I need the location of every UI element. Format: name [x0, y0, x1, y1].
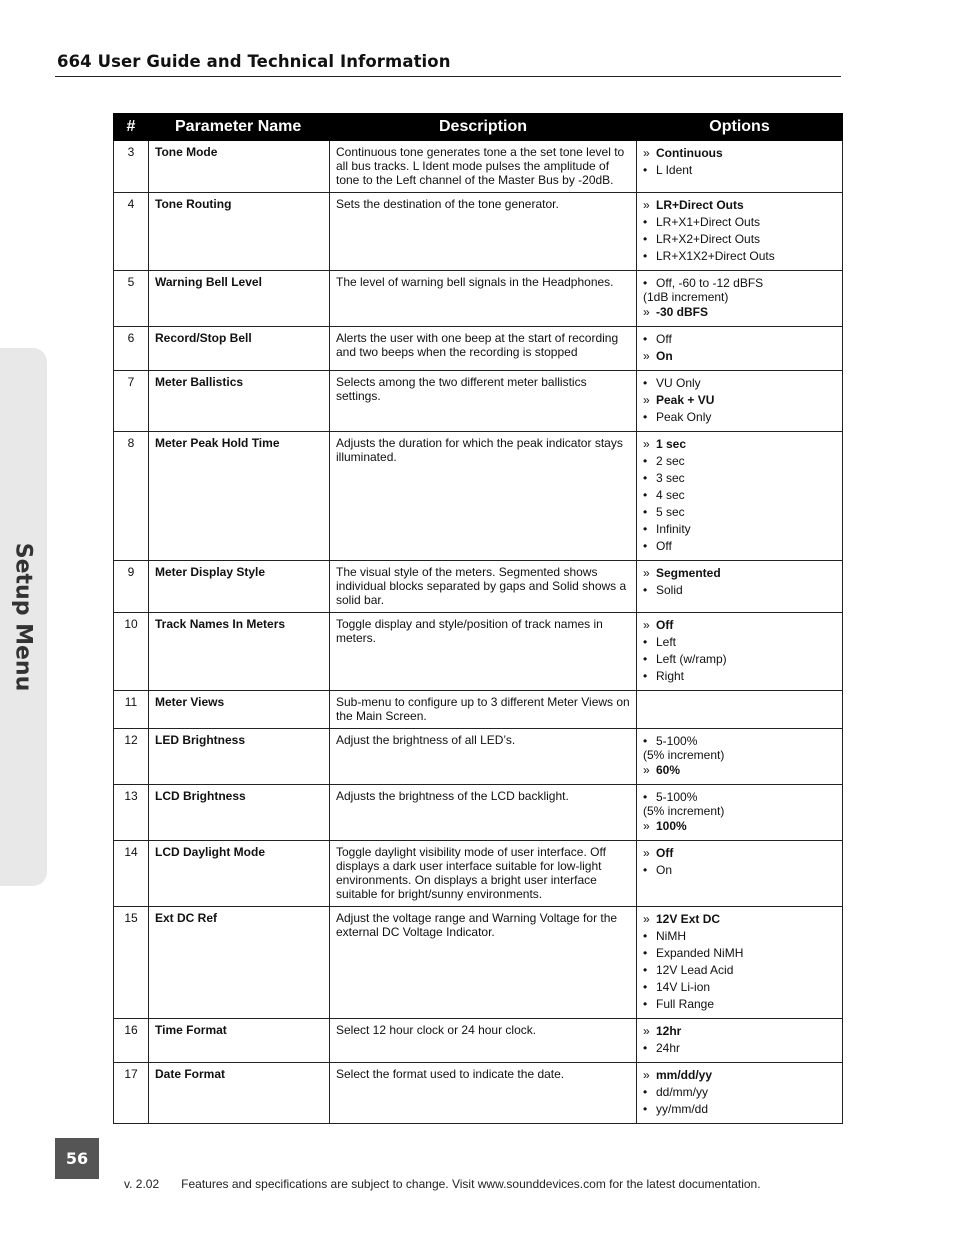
default-marker-icon: » — [643, 763, 650, 777]
bullet-icon: • — [643, 1041, 648, 1055]
parameter-description: Sub-menu to configure up to 3 different Meter Views on the Main Screen. — [330, 691, 637, 729]
option-item — [643, 331, 836, 348]
row-number: 9 — [114, 561, 149, 613]
option-item — [643, 214, 836, 231]
option-item — [643, 996, 836, 1013]
bullet-icon: • — [643, 276, 648, 290]
bullet-icon: • — [643, 471, 648, 485]
option-text: 14V Li-ion — [656, 980, 711, 994]
bullet-icon: • — [643, 583, 648, 597]
parameter-name: LCD Daylight Mode — [149, 841, 330, 907]
parameter-description: Adjust the brightness of all LED’s. — [330, 729, 637, 785]
parameter-name: Tone Mode — [149, 141, 330, 193]
parameter-options — [637, 193, 843, 271]
option-text: Full Range — [656, 997, 715, 1011]
table-row — [114, 1019, 843, 1063]
row-number: 8 — [114, 432, 149, 561]
bullet-icon: • — [643, 232, 648, 246]
parameter-options — [637, 907, 843, 1019]
option-text: Left (w/ramp) — [656, 652, 727, 666]
page-header-title: 664 User Guide and Technical Information — [57, 52, 451, 71]
bullet-icon: • — [643, 790, 648, 804]
option-text: Off — [656, 618, 674, 632]
option-text: 12V Lead Acid — [656, 963, 734, 977]
option-item — [643, 1101, 836, 1118]
default-marker-icon: » — [643, 1068, 650, 1082]
parameter-description: Toggle daylight visibility mode of user interface. Off displays a dark user interface suitable for low-light environments. On displays a bright user interface suitable for bright/sunny environments. — [330, 841, 637, 907]
table-row — [114, 271, 843, 327]
row-number: 5 — [114, 271, 149, 327]
footer-version: v. 2.02 — [124, 1177, 160, 1191]
parameter-options — [637, 691, 843, 729]
parameter-options — [637, 1019, 843, 1063]
option-item — [643, 979, 836, 996]
bullet-icon: • — [643, 946, 648, 960]
bullet-icon: • — [643, 863, 648, 877]
row-number: 10 — [114, 613, 149, 691]
bullet-icon: • — [643, 215, 648, 229]
parameter-name: Warning Bell Level — [149, 271, 330, 327]
option-item — [643, 1040, 836, 1057]
parameter-name: Meter Views — [149, 691, 330, 729]
column-header-parameter-name: Parameter Name — [149, 114, 330, 141]
parameter-options — [637, 729, 843, 785]
parameter-name: Record/Stop Bell — [149, 327, 330, 371]
option-text: VU Only — [656, 376, 701, 390]
option-item — [643, 487, 836, 504]
option-item — [643, 1084, 836, 1101]
bullet-icon: • — [643, 635, 648, 649]
option-text: 5-100% — [656, 790, 698, 804]
row-number: 15 — [114, 907, 149, 1019]
option-text: Solid — [656, 583, 683, 597]
bullet-icon: • — [643, 539, 648, 553]
option-item — [643, 668, 836, 685]
option-note: (5% increment) — [643, 748, 725, 762]
column-header-options: Options — [637, 114, 843, 141]
parameter-description: Alerts the user with one beep at the start of recording and two beeps when the recording is stopped — [330, 327, 637, 371]
parameter-description: Adjusts the brightness of the LCD backlight. — [330, 785, 637, 841]
default-option — [643, 911, 836, 928]
table-row — [114, 907, 843, 1019]
default-marker-icon: » — [643, 305, 650, 319]
row-number: 3 — [114, 141, 149, 193]
default-marker-icon: » — [643, 846, 650, 860]
parameter-options — [637, 561, 843, 613]
option-text: 1 sec — [656, 437, 687, 451]
option-item — [643, 962, 836, 979]
option-text: Off — [656, 539, 672, 553]
default-marker-icon: » — [643, 349, 650, 363]
default-marker-icon: » — [643, 618, 650, 632]
default-option — [643, 565, 836, 582]
option-item — [643, 409, 836, 426]
bullet-icon: • — [643, 929, 648, 943]
option-note: (1dB increment) — [643, 290, 729, 304]
parameter-name: Meter Ballistics — [149, 371, 330, 432]
default-marker-icon: » — [643, 146, 650, 160]
option-item — [643, 453, 836, 470]
option-item — [643, 928, 836, 945]
parameter-options — [637, 841, 843, 907]
option-text: Continuous — [656, 146, 723, 160]
bullet-icon: • — [643, 332, 648, 346]
default-marker-icon: » — [643, 819, 650, 833]
option-text: 12V Ext DC — [656, 912, 721, 926]
option-item — [643, 651, 836, 668]
option-text: Peak Only — [656, 410, 712, 424]
parameter-description: The visual style of the meters. Segmented shows individual blocks separated by gaps and Solid shows a solid bar. — [330, 561, 637, 613]
default-marker-icon: » — [643, 566, 650, 580]
option-item — [643, 582, 836, 599]
table-header-row — [114, 114, 843, 141]
default-option — [643, 1067, 836, 1084]
parameter-description: Selects among the two different meter ballistics settings. — [330, 371, 637, 432]
bullet-icon: • — [643, 488, 648, 502]
option-item — [643, 375, 836, 392]
parameter-options — [637, 327, 843, 371]
table-row — [114, 691, 843, 729]
option-item — [643, 862, 836, 879]
parameter-description: Toggle display and style/position of track names in meters. — [330, 613, 637, 691]
parameter-description: Adjust the voltage range and Warning Voltage for the external DC Voltage Indicator. — [330, 907, 637, 1019]
table-row — [114, 785, 843, 841]
section-side-tab-label: Setup Menu — [10, 542, 36, 692]
bullet-icon: • — [643, 505, 648, 519]
default-option — [643, 762, 836, 779]
parameter-name: Tone Routing — [149, 193, 330, 271]
parameter-description: Select the format used to indicate the date. — [330, 1063, 637, 1124]
table-row — [114, 841, 843, 907]
option-text: Off, -60 to -12 dBFS — [656, 276, 764, 290]
parameter-options — [637, 141, 843, 193]
parameter-table — [113, 113, 843, 1124]
parameter-description: Sets the destination of the tone generator. — [330, 193, 637, 271]
parameter-options — [637, 785, 843, 841]
default-option — [643, 392, 836, 409]
default-marker-icon: » — [643, 437, 650, 451]
option-text: Infinity — [656, 522, 691, 536]
column-header-description: Description — [330, 114, 637, 141]
table-row — [114, 561, 843, 613]
default-marker-icon: » — [643, 1024, 650, 1038]
option-item — [643, 231, 836, 248]
parameter-options — [637, 371, 843, 432]
option-text: 60% — [656, 763, 681, 777]
footer — [124, 1177, 761, 1191]
option-text: 5-100% — [656, 734, 698, 748]
parameter-options — [637, 613, 843, 691]
bullet-icon: • — [643, 1085, 648, 1099]
default-marker-icon: » — [643, 912, 650, 926]
option-text: dd/mm/yy — [656, 1085, 709, 1099]
parameter-name: Track Names In Meters — [149, 613, 330, 691]
table-row — [114, 141, 843, 193]
option-text: NiMH — [656, 929, 686, 943]
table-body — [114, 141, 843, 1124]
option-item — [643, 470, 836, 487]
page-number: 56 — [55, 1138, 99, 1179]
option-item — [643, 248, 836, 265]
option-item — [643, 521, 836, 538]
header-divider — [55, 76, 841, 77]
table-row — [114, 371, 843, 432]
bullet-icon: • — [643, 980, 648, 994]
option-text: Off — [656, 332, 672, 346]
option-item — [643, 634, 836, 651]
row-number: 16 — [114, 1019, 149, 1063]
default-option — [643, 436, 836, 453]
parameter-description: Continuous tone generates tone a the set tone level to all bus tracks. L Ident mode pulses the amplitude of tone to the Left channel of the Master Bus by -20dB. — [330, 141, 637, 193]
option-text: Peak + VU — [656, 393, 715, 407]
parameter-description: Select 12 hour clock or 24 hour clock. — [330, 1019, 637, 1063]
option-text: Left — [656, 635, 677, 649]
option-text: 100% — [656, 819, 687, 833]
row-number: 4 — [114, 193, 149, 271]
option-text: LR+X2+Direct Outs — [656, 232, 761, 246]
option-text: 24hr — [656, 1041, 681, 1055]
parameter-description: The level of warning bell signals in the Headphones. — [330, 271, 637, 327]
option-text: On — [656, 863, 673, 877]
table-row — [114, 432, 843, 561]
bullet-icon: • — [643, 997, 648, 1011]
row-number: 12 — [114, 729, 149, 785]
option-text: yy/mm/dd — [656, 1102, 709, 1116]
option-note: (5% increment) — [643, 804, 725, 818]
default-option — [643, 197, 836, 214]
default-option — [643, 617, 836, 634]
bullet-icon: • — [643, 1102, 648, 1116]
option-text: 5 sec — [656, 505, 685, 519]
option-item — [643, 945, 836, 962]
default-marker-icon: » — [643, 198, 650, 212]
parameter-name: LED Brightness — [149, 729, 330, 785]
row-number: 7 — [114, 371, 149, 432]
row-number: 11 — [114, 691, 149, 729]
parameter-name: LCD Brightness — [149, 785, 330, 841]
default-marker-icon: » — [643, 393, 650, 407]
option-item — [643, 538, 836, 555]
bullet-icon: • — [643, 376, 648, 390]
table-row — [114, 193, 843, 271]
option-item — [643, 162, 836, 179]
default-option — [643, 145, 836, 162]
option-text: Segmented — [656, 566, 721, 580]
option-text: LR+X1+Direct Outs — [656, 215, 761, 229]
bullet-icon: • — [643, 734, 648, 748]
parameter-options — [637, 271, 843, 327]
default-option — [643, 348, 836, 365]
option-text: 4 sec — [656, 488, 685, 502]
parameter-name: Meter Display Style — [149, 561, 330, 613]
option-text: Expanded NiMH — [656, 946, 744, 960]
bullet-icon: • — [643, 454, 648, 468]
table-row — [114, 729, 843, 785]
table-row — [114, 613, 843, 691]
footer-notice: Features and specifications are subject to change. Visit www.sounddevices.com for the latest documentation. — [181, 1177, 761, 1191]
parameter-name: Ext DC Ref — [149, 907, 330, 1019]
parameter-options — [637, 432, 843, 561]
table-row — [114, 327, 843, 371]
default-option — [643, 304, 836, 321]
option-text: On — [656, 349, 673, 363]
bullet-icon: • — [643, 669, 648, 683]
row-number: 17 — [114, 1063, 149, 1124]
option-text: L Ident — [656, 163, 693, 177]
bullet-icon: • — [643, 652, 648, 666]
default-option — [643, 845, 836, 862]
option-text: Right — [656, 669, 685, 683]
parameter-name: Meter Peak Hold Time — [149, 432, 330, 561]
bullet-icon: • — [643, 163, 648, 177]
column-header-number: # — [114, 114, 149, 141]
default-option — [643, 1023, 836, 1040]
option-item — [643, 504, 836, 521]
default-option — [643, 818, 836, 835]
option-text: Off — [656, 846, 674, 860]
option-text: 12hr — [656, 1024, 682, 1038]
bullet-icon: • — [643, 410, 648, 424]
parameter-description: Adjusts the duration for which the peak indicator stays illuminated. — [330, 432, 637, 561]
option-text: 2 sec — [656, 454, 685, 468]
parameter-name: Date Format — [149, 1063, 330, 1124]
parameter-name: Time Format — [149, 1019, 330, 1063]
option-text: mm/dd/yy — [656, 1068, 713, 1082]
row-number: 6 — [114, 327, 149, 371]
option-text: LR+Direct Outs — [656, 198, 744, 212]
table-row — [114, 1063, 843, 1124]
option-text: 3 sec — [656, 471, 685, 485]
parameter-options — [637, 1063, 843, 1124]
bullet-icon: • — [643, 522, 648, 536]
row-number: 14 — [114, 841, 149, 907]
option-text: -30 dBFS — [656, 305, 709, 319]
row-number: 13 — [114, 785, 149, 841]
option-text: LR+X1X2+Direct Outs — [656, 249, 775, 263]
bullet-icon: • — [643, 963, 648, 977]
bullet-icon: • — [643, 249, 648, 263]
